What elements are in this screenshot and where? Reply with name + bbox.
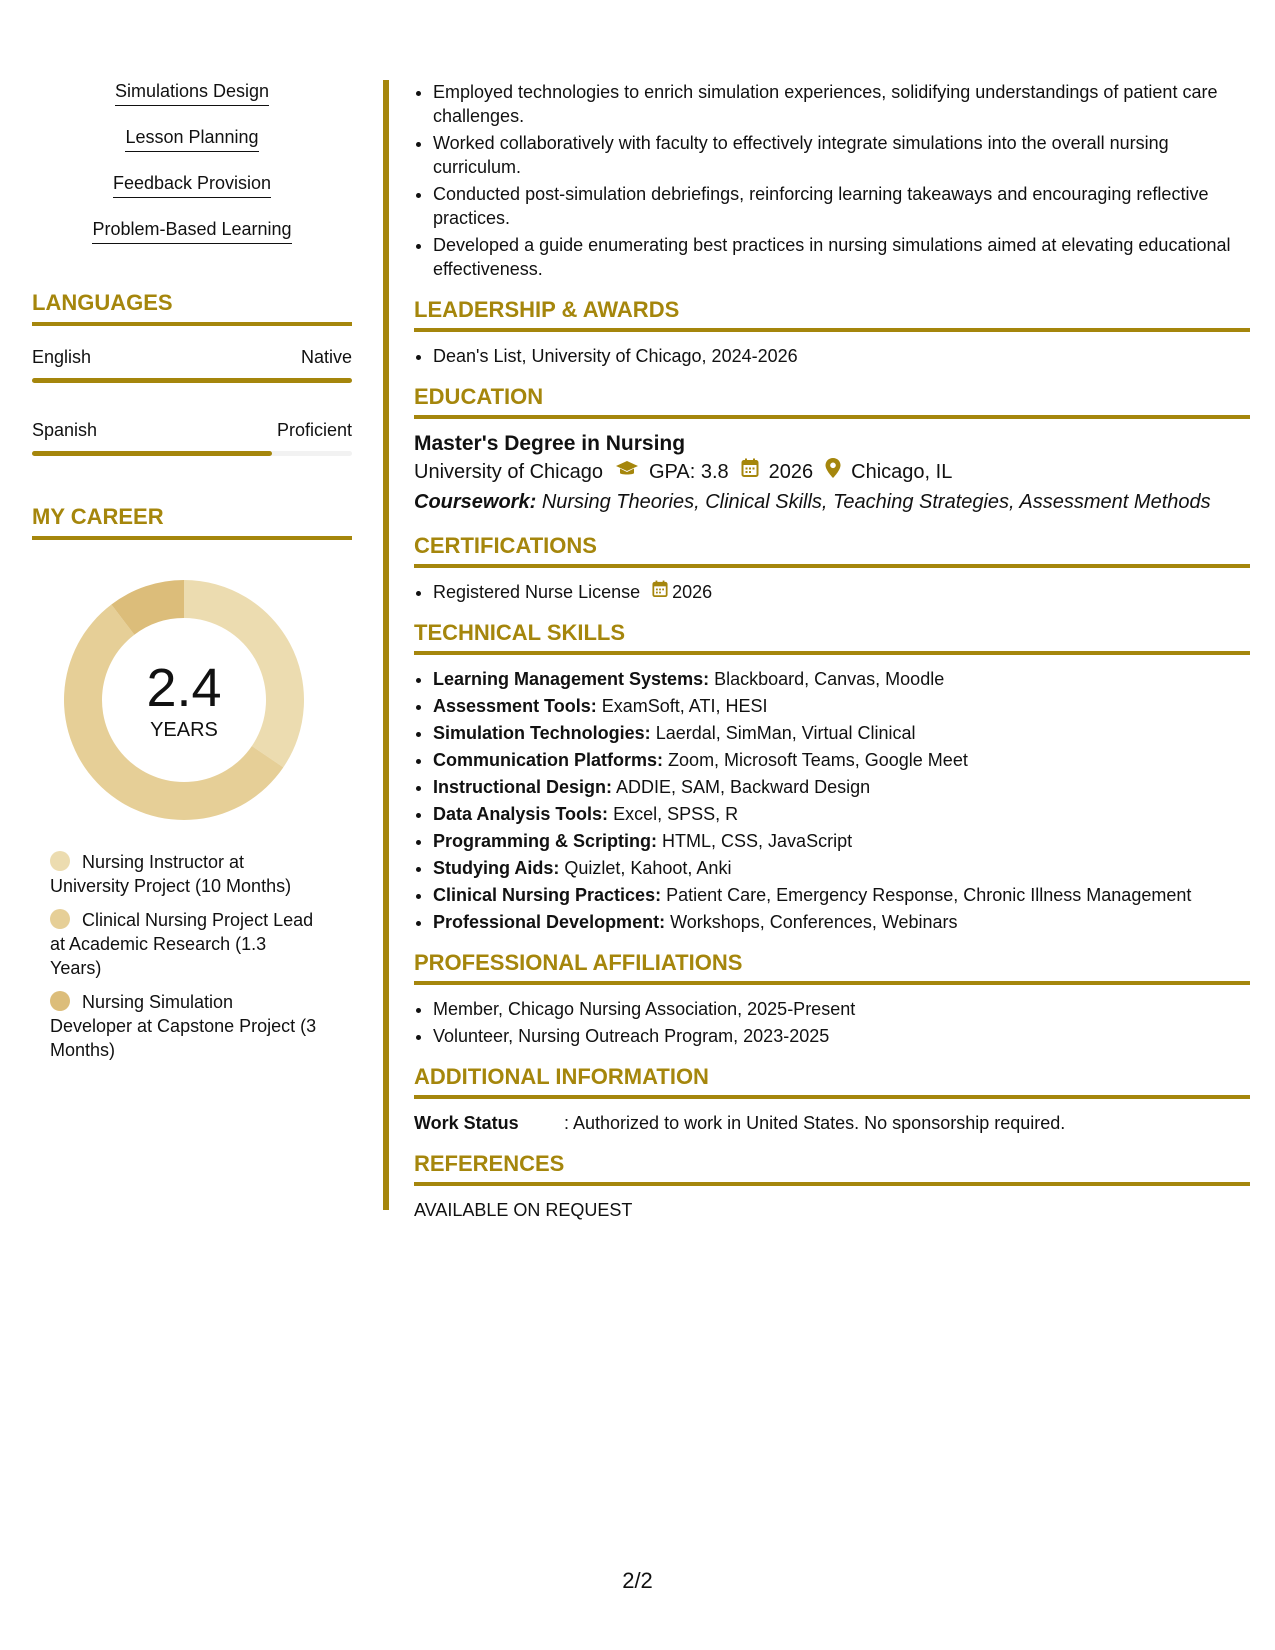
skill-tag: Lesson Planning [125, 126, 258, 152]
language-bar-fill [32, 451, 272, 456]
technical-skill-item [433, 667, 1250, 691]
technical-skill-value: Laerdal, SimMan, Virtual Clinical [655, 723, 916, 743]
technical-skill-item [433, 829, 1250, 853]
affiliation-item: • Volunteer, Nursing Outreach Program, 2023-2025 [433, 1024, 1250, 1048]
certification-year: 2026 [672, 582, 713, 602]
page-number: 2/2 [622, 1568, 653, 1593]
work-status-label: Work Status [414, 1113, 519, 1133]
language-name: Spanish [32, 420, 98, 440]
career-total: 2.4 [146, 657, 222, 718]
certifications-list [414, 580, 1250, 604]
technical-skill-item [433, 748, 1250, 772]
technical-skill-label: Assessment Tools: [433, 696, 597, 716]
technical-skill-item [433, 775, 1250, 799]
certifications-heading: CERTIFICATIONS [414, 533, 1250, 568]
coursework-value: Nursing Theories, Clinical Skills, Teaching Strategies, Assessment Methods [541, 491, 1211, 513]
technical-skill-label: Professional Development: [433, 912, 666, 932]
technical-skill-label: Programming & Scripting: [433, 831, 658, 851]
technical-skill-label: Data Analysis Tools: [433, 804, 609, 824]
leadership-item: • Dean's List, University of Chicago, 2024-2026 [433, 344, 1250, 368]
technical-skill-value: Excel, SPSS, R [613, 804, 739, 824]
certification-name: • Registered Nurse License [433, 582, 641, 602]
technical-skill-item [433, 883, 1250, 907]
education-coursework [414, 487, 1250, 517]
education-school: University of Chicago [414, 461, 603, 483]
skill-tag: Problem-Based Learning [92, 218, 291, 244]
column-divider [383, 80, 389, 1210]
career-legend-label: Nursing Simulation Developer at Capstone Project (3 Months) [50, 992, 317, 1060]
technical-skill-item [433, 856, 1250, 880]
language-bar [32, 378, 352, 383]
language-level: Proficient [276, 420, 352, 440]
calendar-icon [741, 457, 759, 487]
references-heading: REFERENCES [414, 1151, 1250, 1186]
technical-skill-value: Workshops, Conferences, Webinars [670, 912, 958, 932]
career-legend [50, 850, 320, 1062]
technical-skill-value: ADDIE, SAM, Backward Design [616, 777, 871, 797]
technical-skill-value: Quizlet, Kahoot, Anki [564, 858, 732, 878]
skills-list [32, 80, 352, 264]
coursework-label: Coursework: [414, 491, 537, 513]
technical-skill-value: Blackboard, Canvas, Moodle [714, 669, 945, 689]
career-legend-label: Clinical Nursing Project Lead at Academic Research (1.3 Years) [50, 910, 314, 978]
language-name: English [32, 347, 92, 367]
calendar-icon [652, 580, 668, 604]
legend-dot-icon [50, 851, 70, 871]
education-heading: EDUCATION [414, 384, 1250, 419]
technical-skill-item [433, 802, 1250, 826]
career-legend-item [50, 850, 320, 898]
education-gpa: GPA: 3.8 [648, 461, 729, 483]
language-item [32, 346, 352, 383]
language-level: Native [300, 347, 352, 367]
technical-skill-item [433, 721, 1250, 745]
technical-skill-label: Clinical Nursing Practices: [433, 885, 662, 905]
affiliations-list [414, 997, 1250, 1048]
experience-bullet: • Employed technologies to enrich simulation experiences, solidifying understandings of patient care challenges. [433, 80, 1250, 128]
technical-skill-value: Patient Care, Emergency Response, Chronic Illness Management [666, 885, 1192, 905]
languages-heading: LANGUAGES [32, 290, 352, 326]
education-year: 2026 [768, 461, 814, 483]
education-meta [414, 457, 1250, 487]
experience-bullet: • Developed a guide enumerating best practices in nursing simulations aimed at elevating educational effectiveness. [433, 233, 1250, 281]
technical-skill-label: Learning Management Systems: [433, 669, 710, 689]
technical-skill-label: Studying Aids: [433, 858, 560, 878]
work-status-row [414, 1111, 1250, 1135]
language-bar-fill [32, 378, 352, 383]
technical-skill-item [433, 694, 1250, 718]
legend-dot-icon [50, 991, 70, 1011]
language-bar [32, 451, 352, 456]
education-location: Chicago, IL [851, 461, 953, 483]
skill-tag: Feedback Provision [113, 172, 271, 198]
experience-bullet: • Conducted post-simulation debriefings, reinforcing learning takeaways and encouraging reflective practices. [433, 182, 1250, 230]
leadership-list [414, 344, 1250, 368]
affiliation-item: • Member, Chicago Nursing Association, 2025-Present [433, 997, 1250, 1021]
technical-skill-value: ExamSoft, ATI, HESI [601, 696, 768, 716]
career-legend-label: Nursing Instructor at University Project (10 Months) [50, 852, 292, 896]
language-item [32, 419, 352, 456]
affiliations-heading: PROFESSIONAL AFFILIATIONS [414, 950, 1250, 985]
main-content [414, 80, 1250, 1222]
career-legend-item [50, 908, 320, 980]
technical-skill-item [433, 910, 1250, 934]
additional-info-heading: ADDITIONAL INFORMATION [414, 1064, 1250, 1099]
technical-skill-label: Communication Platforms: [433, 750, 664, 770]
technical-skill-label: Instructional Design: [433, 777, 613, 797]
graduation-cap-icon [615, 457, 639, 487]
experience-bullet: • Worked collaboratively with faculty to effectively integrate simulations into the overall nursing curriculum. [433, 131, 1250, 179]
languages-list [32, 346, 352, 456]
career-legend-item [50, 990, 320, 1062]
education-degree: Master's Degree in Nursing [414, 432, 686, 455]
career-donut-chart [64, 580, 304, 820]
technical-skills-heading: TECHNICAL SKILLS [414, 620, 1250, 655]
technical-skills-list [414, 667, 1250, 934]
experience-bullets [414, 80, 1250, 281]
technical-skill-label: Simulation Technologies: [433, 723, 651, 743]
leadership-heading: LEADERSHIP & AWARDS [414, 297, 1250, 332]
location-pin-icon [825, 457, 841, 487]
skill-tag: Simulations Design [115, 80, 269, 106]
work-status-value: : Authorized to work in United States. No sponsorship required. [564, 1113, 1066, 1133]
certification-item [433, 580, 1250, 604]
references-text: AVAILABLE ON REQUEST [414, 1200, 633, 1220]
technical-skill-value: Zoom, Microsoft Teams, Google Meet [668, 750, 968, 770]
legend-dot-icon [50, 909, 70, 929]
technical-skill-value: HTML, CSS, JavaScript [662, 831, 853, 851]
sidebar [32, 80, 352, 1072]
career-unit: YEARS [150, 718, 218, 741]
career-heading: MY CAREER [32, 504, 352, 540]
